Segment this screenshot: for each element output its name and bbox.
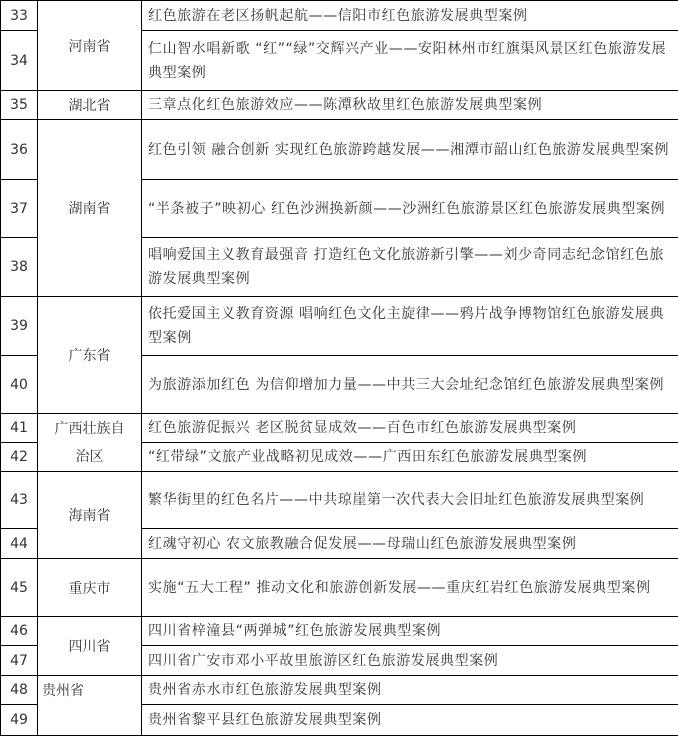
province-cell: 广西壮族自治区 (38, 414, 142, 472)
province-cell: 四川省 (38, 617, 142, 676)
case-title: “红带绿”文旅产业战略初见成效——广西田东红色旅游发展典型案例 (142, 443, 678, 472)
table-row (1, 559, 678, 617)
row-number: 46 (1, 617, 38, 646)
case-title: 繁华街里的红色名片——中共琼崖第一次代表大会旧址红色旅游发展典型案例 (142, 472, 678, 529)
table-row (1, 472, 678, 529)
table-row (1, 297, 678, 356)
case-title: 三章点化红色旅游效应——陈潭秋故里红色旅游发展典型案例 (142, 91, 678, 120)
case-title: “半条被子”映初心 红色沙洲换新颜——沙洲红色旅游景区红色旅游发展典型案例 (142, 180, 678, 238)
case-title: 四川省广安市邓小平故里旅游区红色旅游发展典型案例 (142, 646, 678, 676)
province-cell: 广东省 (38, 297, 142, 414)
row-number: 49 (1, 705, 38, 736)
case-title: 四川省梓潼县“两弹城”红色旅游发展典型案例 (142, 617, 678, 646)
province-cell: 湖南省 (38, 120, 142, 297)
row-number: 44 (1, 529, 38, 559)
province-cell: 重庆市 (38, 559, 142, 617)
province-cell: 河南省 (38, 1, 142, 91)
table-row (1, 120, 678, 180)
table-row (1, 91, 678, 120)
case-title: 红色旅游促振兴 老区脱贫显成效——百色市红色旅游发展典型案例 (142, 414, 678, 443)
case-title: 唱响爱国主义教育最强音 打造红色文化旅游新引擎——刘少奇同志纪念馆红色旅游发展典型案例 (142, 238, 678, 297)
case-title: 贵州省赤水市红色旅游发展典型案例 (142, 676, 678, 705)
case-title: 红色旅游在老区扬帆起航——信阳市红色旅游发展典型案例 (142, 1, 678, 31)
table-row (1, 676, 678, 705)
case-title: 红色引领 融合创新 实现红色旅游跨越发展——湘潭市韶山红色旅游发展典型案例 (142, 120, 678, 180)
table-row (1, 414, 678, 443)
case-title: 依托爱国主义教育资源 唱响红色文化主旋律——鸦片战争博物馆红色旅游发展典型案例 (142, 297, 678, 356)
row-number: 36 (1, 120, 38, 180)
province-cell: 湖北省 (38, 91, 142, 120)
row-number: 39 (1, 297, 38, 356)
case-title: 为旅游添加红色 为信仰增加力量——中共三大会址纪念馆红色旅游发展典型案例 (142, 356, 678, 414)
row-number: 34 (1, 31, 38, 91)
row-number: 42 (1, 443, 38, 472)
province-cell: 海南省 (38, 472, 142, 559)
row-number: 43 (1, 472, 38, 529)
row-number: 37 (1, 180, 38, 238)
row-number: 41 (1, 414, 38, 443)
case-title: 红魂守初心 农文旅教融合促发展——母瑞山红色旅游发展典型案例 (142, 529, 678, 559)
case-title: 仁山智水唱新歌 “红”“绿”交辉兴产业——安阳林州市红旗渠风景区红色旅游发展典型案例 (142, 31, 678, 91)
row-number: 40 (1, 356, 38, 414)
table-row (1, 1, 678, 31)
case-title: 贵州省黎平县红色旅游发展典型案例 (142, 705, 678, 736)
row-number: 48 (1, 676, 38, 705)
row-number: 45 (1, 559, 38, 617)
province-cell: 贵州省 (38, 676, 142, 736)
row-number: 38 (1, 238, 38, 297)
row-number: 33 (1, 1, 38, 31)
row-number: 47 (1, 646, 38, 676)
case-title: 实施“五大工程” 推动文化和旅游创新发展——重庆红岩红色旅游发展典型案例 (142, 559, 678, 617)
row-number: 35 (1, 91, 38, 120)
table-row (1, 617, 678, 646)
